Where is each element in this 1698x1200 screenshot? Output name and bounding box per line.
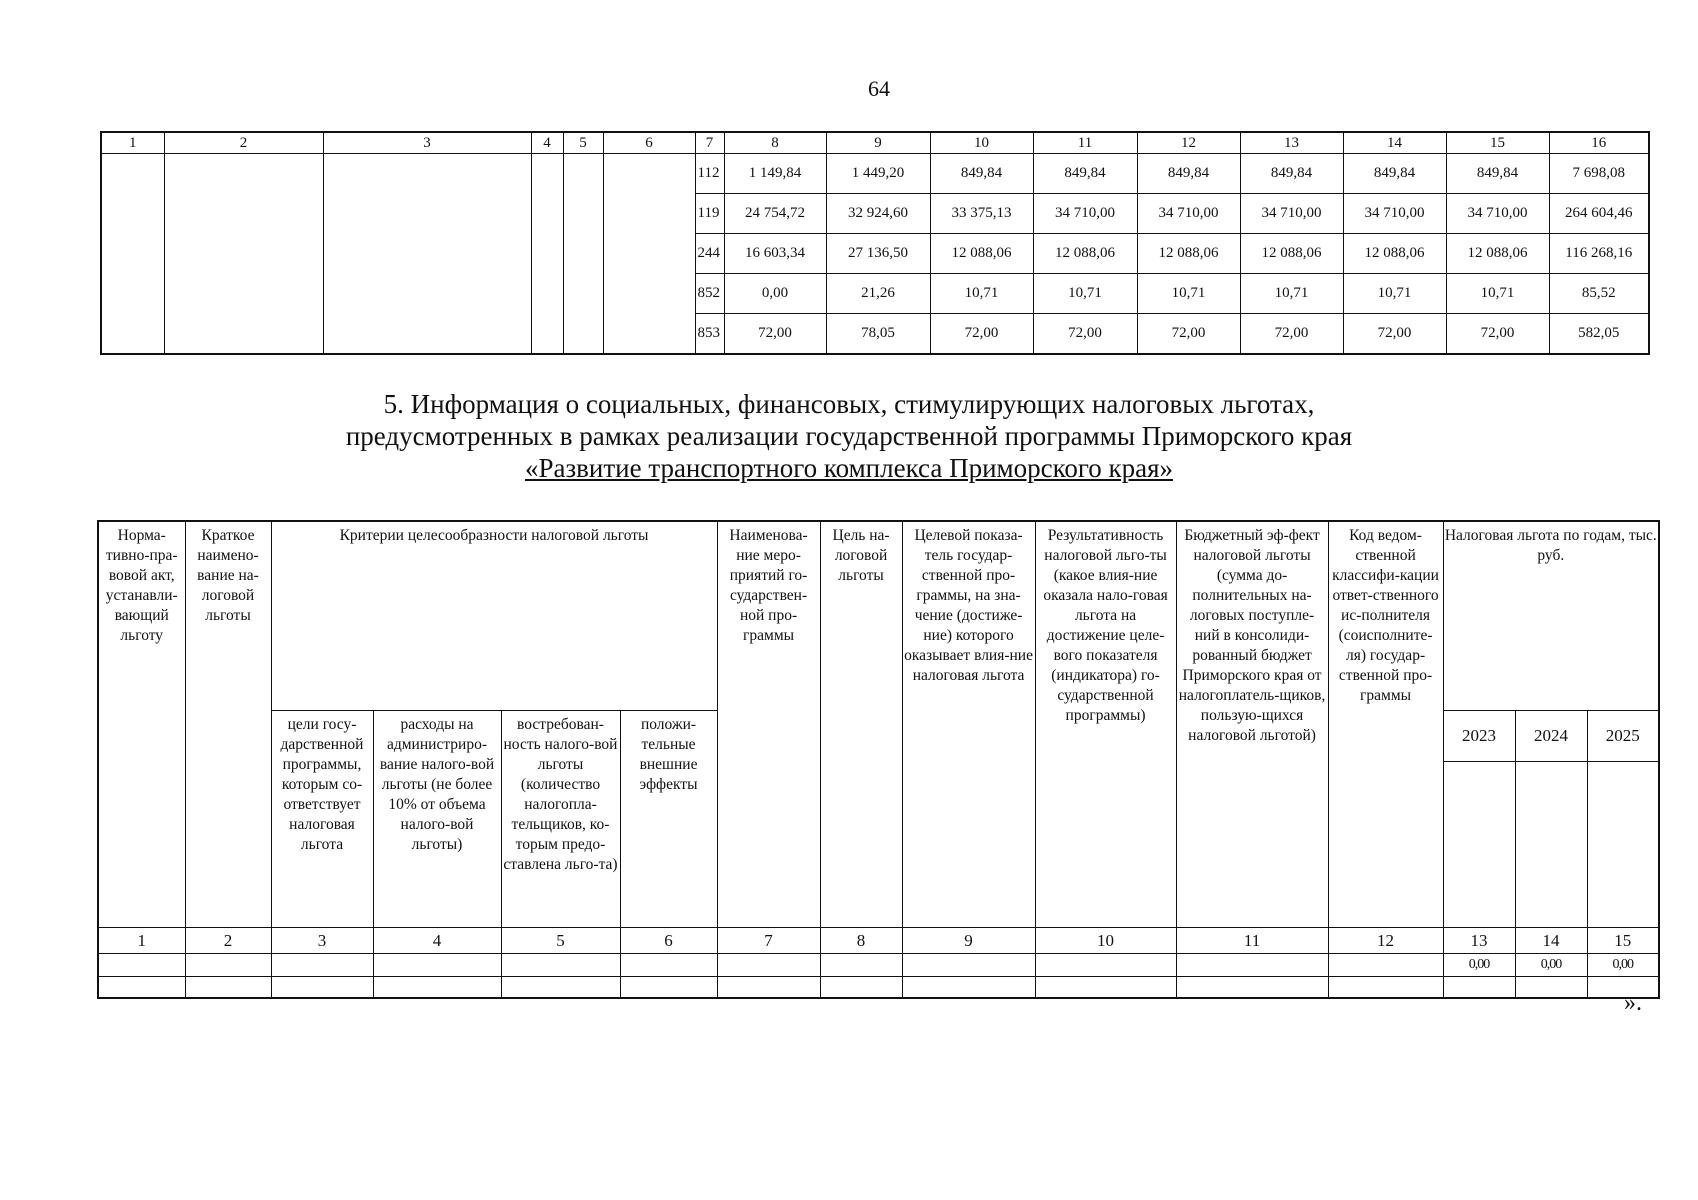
amount-cell: 10,71 bbox=[930, 274, 1033, 314]
column-number-9: 9 bbox=[902, 928, 1035, 954]
amount-cell: 34 710,00 bbox=[1137, 194, 1240, 234]
amount-cell: 72,00 bbox=[1033, 314, 1137, 355]
table-cell bbox=[531, 154, 563, 355]
header-effectiveness: Результативность налоговой льго-ты (какое влия-ние оказала нало-говая льгота на достижение целе-вого показателя (индикатора) го-сударственной программы) bbox=[1035, 521, 1176, 928]
header-purpose: Цель на-логовой льготы bbox=[820, 521, 902, 928]
amount-cell: 34 710,00 bbox=[1343, 194, 1446, 234]
table-cell bbox=[1035, 954, 1176, 977]
table-cell bbox=[563, 154, 603, 355]
amount-cell: 10,71 bbox=[1137, 274, 1240, 314]
amount-cell: 24 754,72 bbox=[724, 194, 826, 234]
header-row-1 bbox=[98, 521, 1659, 711]
amount-cell: 849,84 bbox=[1343, 154, 1446, 194]
header-year-2024: 2024 bbox=[1515, 711, 1587, 762]
header-measures: Наименова-ние меро-приятий го-сударствен-ной про-граммы bbox=[717, 521, 820, 928]
header-externalities: положи-тельные внешние эффекты bbox=[620, 711, 717, 928]
expense-code: 244 bbox=[695, 234, 724, 274]
column-number-8: 8 bbox=[724, 132, 826, 154]
table-row bbox=[98, 977, 1659, 999]
table-cell bbox=[1587, 762, 1659, 928]
column-number-2: 2 bbox=[164, 132, 323, 154]
column-number-5: 5 bbox=[563, 132, 603, 154]
table-cell bbox=[717, 954, 820, 977]
column-number-10: 10 bbox=[1035, 928, 1176, 954]
amount-cell: 849,84 bbox=[1137, 154, 1240, 194]
expense-code: 852 bbox=[695, 274, 724, 314]
amount-cell: 33 375,13 bbox=[930, 194, 1033, 234]
column-number-9: 9 bbox=[826, 132, 930, 154]
header-criteria: Критерии целесообразности налоговой льготы bbox=[271, 521, 717, 711]
column-numbers-row bbox=[98, 928, 1659, 954]
column-number-15: 15 bbox=[1446, 132, 1549, 154]
amount-cell: 32 924,60 bbox=[826, 194, 930, 234]
table-cell bbox=[1443, 977, 1515, 999]
amount-cell: 34 710,00 bbox=[1446, 194, 1549, 234]
header-by-year: Налоговая льгота по годам, тыс. руб. bbox=[1443, 521, 1659, 711]
amount-cell: 34 710,00 bbox=[1240, 194, 1343, 234]
table-cell bbox=[1328, 977, 1443, 999]
header-goals: цели госу-дарственной программы, которым со-ответствует налоговая льгота bbox=[271, 711, 373, 928]
expense-code: 112 bbox=[695, 154, 724, 194]
page-number: 64 bbox=[868, 76, 890, 101]
column-number-12: 12 bbox=[1328, 928, 1443, 954]
table-cell bbox=[501, 954, 620, 977]
amount-cell: 7 698,08 bbox=[1549, 154, 1649, 194]
tax-benefits-table bbox=[97, 520, 1660, 999]
amount-cell: 78,05 bbox=[826, 314, 930, 355]
column-number-2: 2 bbox=[185, 928, 271, 954]
table-cell bbox=[373, 954, 501, 977]
table-cell bbox=[101, 154, 164, 355]
column-number-7: 7 bbox=[717, 928, 820, 954]
amount-cell: 34 710,00 bbox=[1033, 194, 1137, 234]
header-year-2023: 2023 bbox=[1443, 711, 1515, 762]
column-number-10: 10 bbox=[930, 132, 1033, 154]
amount-cell: 1 449,20 bbox=[826, 154, 930, 194]
table-cell bbox=[98, 977, 185, 999]
amount-cell: 12 088,06 bbox=[1343, 234, 1446, 274]
column-number-5: 5 bbox=[501, 928, 620, 954]
amount-cell: 10,71 bbox=[1446, 274, 1549, 314]
table-cell bbox=[820, 977, 902, 999]
column-number-1: 1 bbox=[101, 132, 164, 154]
header-year-2025: 2025 bbox=[1587, 711, 1659, 762]
table-cell bbox=[98, 954, 185, 977]
year-value-cell: 0,00 bbox=[1587, 954, 1659, 977]
section-title-line-2: предусмотренных в рамках реализации государственной программы Приморского края bbox=[345, 421, 1353, 451]
table-cell bbox=[717, 977, 820, 999]
amount-cell: 72,00 bbox=[1446, 314, 1549, 355]
column-number-1: 1 bbox=[98, 928, 185, 954]
table-cell bbox=[323, 154, 531, 355]
table-cell bbox=[373, 977, 501, 999]
amount-cell: 849,84 bbox=[930, 154, 1033, 194]
amount-cell: 1 149,84 bbox=[724, 154, 826, 194]
section-title bbox=[0, 388, 1698, 484]
header-dept-code: Код ведом-ственной классифи-кации ответ-ственного ис-полнителя (соисполните-ля) государ-ственной про-граммы bbox=[1328, 521, 1443, 928]
amount-cell: 85,52 bbox=[1549, 274, 1649, 314]
table-cell bbox=[1443, 762, 1515, 928]
table-cell bbox=[1176, 977, 1328, 999]
column-number-13: 13 bbox=[1443, 928, 1515, 954]
table-cell bbox=[820, 954, 902, 977]
table-cell bbox=[1035, 977, 1176, 999]
table-cell bbox=[185, 954, 271, 977]
amount-cell: 849,84 bbox=[1033, 154, 1137, 194]
amount-cell: 72,00 bbox=[930, 314, 1033, 355]
column-number-6: 6 bbox=[603, 132, 695, 154]
column-number-11: 11 bbox=[1033, 132, 1137, 154]
expenditure-table bbox=[100, 131, 1650, 355]
header-budget-effect: Бюджетный эф-фект налоговой льготы (сумма до-полнительных на-логовых поступле-ний в консолиди-рованный бюджет Приморского края от налогоплатель-щиков, пользую-щихся налоговой льготой) bbox=[1176, 521, 1328, 928]
column-number-14: 14 bbox=[1343, 132, 1446, 154]
column-number-4: 4 bbox=[531, 132, 563, 154]
column-number-4: 4 bbox=[373, 928, 501, 954]
amount-cell: 10,71 bbox=[1343, 274, 1446, 314]
amount-cell: 12 088,06 bbox=[930, 234, 1033, 274]
section-title-line-1: 5. Информация о социальных, финансовых, стимулирующих налоговых льготах, bbox=[383, 389, 1315, 419]
expense-code: 853 bbox=[695, 314, 724, 355]
amount-cell: 72,00 bbox=[1137, 314, 1240, 355]
header-target-indicator: Целевой показа-тель государ-ственной про-граммы, на зна-чение (достиже-ние) которого оказывает влия-ние налоговая льгота bbox=[902, 521, 1035, 928]
header-admin-costs: расходы на администриро-вание налого-вой льготы (не более 10% от объема налого-вой льготы) bbox=[373, 711, 501, 928]
column-number-11: 11 bbox=[1176, 928, 1328, 954]
amount-cell: 849,84 bbox=[1446, 154, 1549, 194]
table-header-row bbox=[101, 132, 1649, 154]
amount-cell: 12 088,06 bbox=[1033, 234, 1137, 274]
amount-cell: 72,00 bbox=[1343, 314, 1446, 355]
column-number-12: 12 bbox=[1137, 132, 1240, 154]
closing-quote-mark: ». bbox=[1624, 990, 1642, 1016]
amount-cell: 21,26 bbox=[826, 274, 930, 314]
amount-cell: 10,71 bbox=[1033, 274, 1137, 314]
header-demand: востребован-ность налого-вой льготы (количество налогопла-тельщиков, ко-торым предо-ставлена льго-та) bbox=[501, 711, 620, 928]
column-number-16: 16 bbox=[1549, 132, 1649, 154]
year-value-cell: 0,00 bbox=[1443, 954, 1515, 977]
column-number-13: 13 bbox=[1240, 132, 1343, 154]
amount-cell: 582,05 bbox=[1549, 314, 1649, 355]
table-cell bbox=[902, 977, 1035, 999]
table-cell bbox=[185, 977, 271, 999]
expense-code: 119 bbox=[695, 194, 724, 234]
amount-cell: 27 136,50 bbox=[826, 234, 930, 274]
table-cell bbox=[271, 977, 373, 999]
amount-cell: 16 603,34 bbox=[724, 234, 826, 274]
table-cell bbox=[164, 154, 323, 355]
amount-cell: 12 088,06 bbox=[1446, 234, 1549, 274]
column-number-6: 6 bbox=[620, 928, 717, 954]
amount-cell: 12 088,06 bbox=[1137, 234, 1240, 274]
header-act: Норма-тивно-пра-вовой акт, устанавли-вающий льготу bbox=[98, 521, 185, 928]
table-cell bbox=[501, 977, 620, 999]
amount-cell: 72,00 bbox=[724, 314, 826, 355]
column-number-7: 7 bbox=[695, 132, 724, 154]
table-cell bbox=[1515, 762, 1587, 928]
amount-cell: 12 088,06 bbox=[1240, 234, 1343, 274]
amount-cell: 116 268,16 bbox=[1549, 234, 1649, 274]
table-cell bbox=[1176, 954, 1328, 977]
table-row bbox=[101, 154, 1649, 194]
column-number-14: 14 bbox=[1515, 928, 1587, 954]
table-cell bbox=[603, 154, 695, 355]
amount-cell: 10,71 bbox=[1240, 274, 1343, 314]
table-cell bbox=[620, 977, 717, 999]
column-number-3: 3 bbox=[323, 132, 531, 154]
table-cell bbox=[1515, 977, 1587, 999]
table-cell bbox=[620, 954, 717, 977]
amount-cell: 264 604,46 bbox=[1549, 194, 1649, 234]
table-cell bbox=[271, 954, 373, 977]
table-cell bbox=[902, 954, 1035, 977]
table-row bbox=[98, 954, 1659, 977]
amount-cell: 72,00 bbox=[1240, 314, 1343, 355]
amount-cell: 0,00 bbox=[724, 274, 826, 314]
amount-cell: 849,84 bbox=[1240, 154, 1343, 194]
column-number-15: 15 bbox=[1587, 928, 1659, 954]
year-value-cell: 0,00 bbox=[1515, 954, 1587, 977]
column-number-3: 3 bbox=[271, 928, 373, 954]
header-short-name: Краткое наимено-вание на-логовой льготы bbox=[185, 521, 271, 928]
table-cell bbox=[1328, 954, 1443, 977]
section-title-line-3: «Развитие транспортного комплекса Приморского края» bbox=[524, 453, 1174, 483]
column-number-8: 8 bbox=[820, 928, 902, 954]
